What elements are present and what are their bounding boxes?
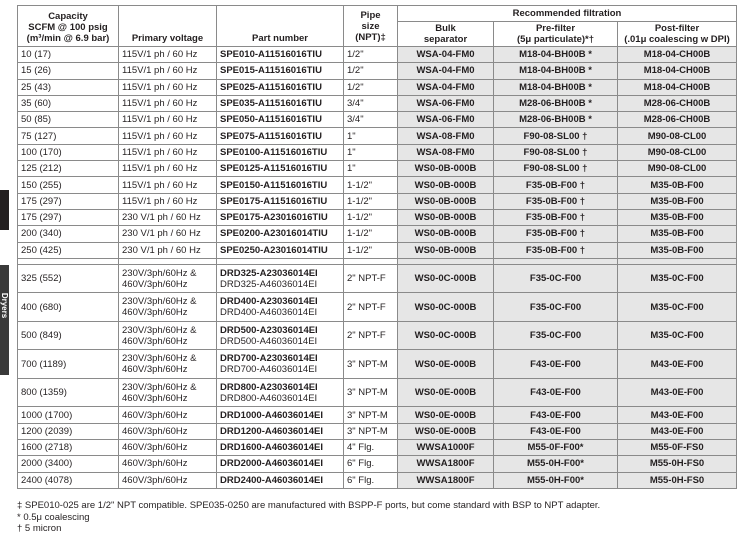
table-cell: 3" NPT-M	[344, 423, 398, 439]
table-row	[18, 112, 737, 128]
table-cell: M43-0E-F00	[618, 407, 737, 423]
table-cell: 1000 (1700)	[18, 407, 119, 423]
table-cell: M18-04-CH00B	[618, 79, 737, 95]
table-cell: 400 (680)	[18, 293, 119, 322]
header-bulk-separator: Bulk separator	[398, 22, 494, 47]
table-cell: SPE035-A11516016TIU	[217, 95, 344, 111]
table-cell: SPE0100-A11516016TIU	[217, 144, 344, 160]
table-row	[18, 193, 737, 209]
table-cell: F90-08-SL00 †	[494, 144, 618, 160]
table-cell: 700 (1189)	[18, 350, 119, 379]
table-cell: DRD2000-A46036014EI	[217, 456, 344, 472]
table-cell: 460V/3ph/60Hz	[119, 472, 217, 488]
table-cell: 460V/3ph/60Hz	[119, 423, 217, 439]
table-row	[18, 79, 737, 95]
cell-line: 230V/3ph/60Hz &	[122, 267, 197, 279]
table-cell: M18-04-BH00B *	[494, 79, 618, 95]
table-cell: M35-0B-F00	[618, 193, 737, 209]
header-row-group	[18, 6, 737, 22]
table-cell: 1-1/2"	[344, 193, 398, 209]
table-cell: DRD2400-A46036014EI	[217, 472, 344, 488]
table-cell: 800 (1359)	[18, 378, 119, 407]
cell-line: DRD325-A23036014EI	[220, 267, 318, 279]
table-cell: WS0-0B-000B	[398, 226, 494, 242]
cell-line: DRD700-A46036014EI	[220, 364, 318, 376]
table-cell: F35-0B-F00 †	[494, 242, 618, 258]
cell-line: DRD325-A46036014EI	[220, 278, 318, 290]
table-cell: M35-0C-F00	[618, 321, 737, 350]
table-row	[18, 378, 737, 407]
table-cell	[217, 293, 344, 322]
header-pipe-size: Pipe size (NPT)‡	[344, 6, 398, 47]
table-cell: 75 (127)	[18, 128, 119, 144]
table-cell	[119, 293, 217, 322]
table-cell: WSA-06-FM0	[398, 95, 494, 111]
table-cell: 2" NPT-F	[344, 264, 398, 293]
table-cell	[119, 350, 217, 379]
table-cell	[217, 350, 344, 379]
table-cell: 115V/1 ph / 60 Hz	[119, 95, 217, 111]
table-cell: M35-0B-F00	[618, 177, 737, 193]
table-cell: F35-0B-F00 †	[494, 226, 618, 242]
table-body	[18, 47, 737, 489]
table-cell: M18-04-CH00B	[618, 47, 737, 63]
table-cell	[217, 264, 344, 293]
table-cell: 1"	[344, 161, 398, 177]
table-cell: M55-0H-FS0	[618, 456, 737, 472]
table-cell: 10 (17)	[18, 47, 119, 63]
cell-line: 460V/3ph/60Hz	[122, 392, 188, 404]
table-cell: F35-0C-F00	[494, 293, 618, 322]
table-cell: M43-0E-F00	[618, 350, 737, 379]
table-cell: M55-0F-F00*	[494, 439, 618, 455]
table-cell: 115V/1 ph / 60 Hz	[119, 79, 217, 95]
table-cell: 2" NPT-F	[344, 293, 398, 322]
table-cell: M35-0B-F00	[618, 209, 737, 225]
table-cell: M90-08-CL00	[618, 144, 737, 160]
table-cell	[119, 378, 217, 407]
table-row	[18, 95, 737, 111]
table-cell: WSA-08-FM0	[398, 144, 494, 160]
cell-line: DRD700-A23036014EI	[220, 353, 318, 365]
table-cell: 250 (425)	[18, 242, 119, 258]
table-row	[18, 439, 737, 455]
table-cell: 3/4"	[344, 95, 398, 111]
section-tab-marker	[0, 190, 9, 230]
table-cell: WWSA1000F	[398, 439, 494, 455]
table-cell: SPE015-A11516016TIU	[217, 63, 344, 79]
cell-line: DRD500-A46036014EI	[220, 335, 318, 347]
table-cell: 50 (85)	[18, 112, 119, 128]
table-cell: 1-1/2"	[344, 209, 398, 225]
table-cell: 460V/3ph/60Hz	[119, 439, 217, 455]
header-voltage: Primary voltage	[119, 6, 217, 47]
table-cell: 230 V/1 ph / 60 Hz	[119, 209, 217, 225]
table-cell: M18-04-CH00B	[618, 63, 737, 79]
table-cell: SPE0175-A11516016TIU	[217, 193, 344, 209]
footnote-coalescing: * 0.5μ coalescing	[17, 511, 90, 523]
table-cell: 3" NPT-M	[344, 350, 398, 379]
table-row	[18, 321, 737, 350]
table-cell: F35-0B-F00 †	[494, 209, 618, 225]
footnotes	[17, 500, 737, 535]
table-row	[18, 264, 737, 293]
table-cell: WS0-0E-000B	[398, 378, 494, 407]
table-cell: 150 (255)	[18, 177, 119, 193]
table-cell: 15 (26)	[18, 63, 119, 79]
table-cell: F90-08-SL00 †	[494, 161, 618, 177]
table-cell: 115V/1 ph / 60 Hz	[119, 112, 217, 128]
table-cell: 175 (297)	[18, 209, 119, 225]
table-cell: SPE0250-A23016014TIU	[217, 242, 344, 258]
table-cell: 230 V/1 ph / 60 Hz	[119, 242, 217, 258]
table-cell: WSA-04-FM0	[398, 47, 494, 63]
table-cell: WS0-0E-000B	[398, 407, 494, 423]
table-cell: 3/4"	[344, 112, 398, 128]
table-cell: 1-1/2"	[344, 226, 398, 242]
table-cell: WS0-0B-000B	[398, 242, 494, 258]
table-cell: F90-08-SL00 †	[494, 128, 618, 144]
table-cell: WS0-0E-000B	[398, 423, 494, 439]
table-row	[18, 472, 737, 488]
table-cell: 115V/1 ph / 60 Hz	[119, 177, 217, 193]
table-cell: SPE010-A11516016TIU	[217, 47, 344, 63]
table-cell	[119, 264, 217, 293]
table-cell	[119, 321, 217, 350]
table-cell: F35-0B-F00 †	[494, 177, 618, 193]
table-cell: 1200 (2039)	[18, 423, 119, 439]
table-cell: M90-08-CL00	[618, 161, 737, 177]
table-cell: 115V/1 ph / 60 Hz	[119, 128, 217, 144]
table-cell: WS0-0B-000B	[398, 161, 494, 177]
footnote-pipe: ‡ SPE010-025 are 1/2" NPT compatible. SPE035-0250 are manufactured with BSPP-F ports, but come standard with BSP to NPT adapter.	[17, 500, 601, 511]
cell-line: 230V/3ph/60Hz &	[122, 353, 197, 365]
table-cell: M43-0E-F00	[618, 378, 737, 407]
table-cell: M55-0H-F00*	[494, 472, 618, 488]
table-cell: WS0-0C-000B	[398, 264, 494, 293]
cell-line: DRD400-A46036014EI	[220, 307, 318, 319]
table-cell: 115V/1 ph / 60 Hz	[119, 161, 217, 177]
table-row	[18, 128, 737, 144]
section-tab-dryers	[0, 265, 9, 375]
table-row	[18, 242, 737, 258]
table-cell: F43-0E-F00	[494, 378, 618, 407]
table-cell: 1-1/2"	[344, 242, 398, 258]
table-row	[18, 177, 737, 193]
table-cell: M18-04-BH00B *	[494, 47, 618, 63]
dryer-spec-table	[17, 5, 737, 489]
table-cell: SPE025-A11516016TIU	[217, 79, 344, 95]
table-cell: 1/2"	[344, 79, 398, 95]
table-cell: WS0-0B-000B	[398, 209, 494, 225]
table-cell: 200 (340)	[18, 226, 119, 242]
table-cell: 100 (170)	[18, 144, 119, 160]
table-cell: WWSA1800F	[398, 472, 494, 488]
table-row	[18, 209, 737, 225]
table-cell: 2" NPT-F	[344, 321, 398, 350]
table-cell: 6" Flg.	[344, 472, 398, 488]
table-cell: 25 (43)	[18, 79, 119, 95]
table-cell: M28-06-CH00B	[618, 112, 737, 128]
table-cell: F43-0E-F00	[494, 350, 618, 379]
cell-line: DRD800-A46036014EI	[220, 392, 318, 404]
table-cell: 1"	[344, 128, 398, 144]
table-cell: F35-0C-F00	[494, 264, 618, 293]
table-cell: 115V/1 ph / 60 Hz	[119, 47, 217, 63]
header-post-filter: Post-filter (.01μ coalescing w DPI)	[618, 22, 737, 47]
table-cell: F35-0C-F00	[494, 321, 618, 350]
table-row	[18, 47, 737, 63]
cell-line: 460V/3ph/60Hz	[122, 364, 188, 376]
table-cell: M28-06-BH00B *	[494, 112, 618, 128]
header-recommended-filtration: Recommended filtration	[398, 6, 737, 22]
table-row	[18, 423, 737, 439]
table-cell: M55-0F-FS0	[618, 439, 737, 455]
table-cell: 500 (849)	[18, 321, 119, 350]
header-part-number: Part number	[217, 6, 344, 47]
table-cell	[217, 378, 344, 407]
table-cell: 115V/1 ph / 60 Hz	[119, 63, 217, 79]
table-cell: 6" Flg.	[344, 456, 398, 472]
table-cell: SPE0175-A23016016TIU	[217, 209, 344, 225]
table-row	[18, 456, 737, 472]
section-tab-label: Dryers	[0, 292, 10, 319]
table-row	[18, 407, 737, 423]
table-cell	[217, 321, 344, 350]
table-cell: 125 (212)	[18, 161, 119, 177]
table-cell: WSA-08-FM0	[398, 128, 494, 144]
cell-line: DRD500-A23036014EI	[220, 324, 318, 336]
cell-line: DRD400-A23036014EI	[220, 296, 318, 308]
table-cell: SPE0200-A23016014TIU	[217, 226, 344, 242]
table-cell: DRD1000-A46036014EI	[217, 407, 344, 423]
table-cell: 1-1/2"	[344, 177, 398, 193]
footnote-micron: † 5 micron	[17, 523, 62, 534]
table-row	[18, 144, 737, 160]
table-cell: WS0-0B-000B	[398, 177, 494, 193]
table-cell: 1"	[344, 144, 398, 160]
table-cell: M35-0B-F00	[618, 226, 737, 242]
table-row	[18, 293, 737, 322]
table-row	[18, 350, 737, 379]
table-cell: M43-0E-F00	[618, 423, 737, 439]
cell-line: 460V/3ph/60Hz	[122, 307, 188, 319]
cell-line: 230V/3ph/60Hz &	[122, 324, 197, 336]
table-cell: DRD1200-A46036014EI	[217, 423, 344, 439]
table-cell: WS0-0C-000B	[398, 293, 494, 322]
table-cell: DRD1600-A46036014EI	[217, 439, 344, 455]
table-cell: WSA-04-FM0	[398, 79, 494, 95]
table-cell: WS0-0E-000B	[398, 350, 494, 379]
header-capacity: Capacity SCFM @ 100 psig (m³/min @ 6.9 bar)	[18, 6, 119, 47]
table-cell: 460V/3ph/60Hz	[119, 456, 217, 472]
table-cell: WS0-0B-000B	[398, 193, 494, 209]
table-cell: WSA-06-FM0	[398, 112, 494, 128]
table-row	[18, 63, 737, 79]
table-cell: M90-08-CL00	[618, 128, 737, 144]
table-cell: WSA-04-FM0	[398, 63, 494, 79]
table-cell: M28-06-BH00B *	[494, 95, 618, 111]
table-cell: 1/2"	[344, 47, 398, 63]
table-cell: M35-0C-F00	[618, 264, 737, 293]
table-cell: F35-0B-F00 †	[494, 193, 618, 209]
table-cell: 35 (60)	[18, 95, 119, 111]
table-cell: 4" Flg.	[344, 439, 398, 455]
table-cell: 1600 (2718)	[18, 439, 119, 455]
table-cell: WWSA1800F	[398, 456, 494, 472]
table-cell: 115V/1 ph / 60 Hz	[119, 144, 217, 160]
table-cell: 2400 (4078)	[18, 472, 119, 488]
cell-line: 460V/3ph/60Hz	[122, 335, 188, 347]
table-cell: 1/2"	[344, 63, 398, 79]
table-cell: 175 (297)	[18, 193, 119, 209]
table-cell: WS0-0C-000B	[398, 321, 494, 350]
table-cell: M18-04-BH00B *	[494, 63, 618, 79]
cell-line: DRD800-A23036014EI	[220, 381, 318, 393]
table-cell: SPE075-A11516016TIU	[217, 128, 344, 144]
table-cell: M35-0B-F00	[618, 242, 737, 258]
cell-line: 230V/3ph/60Hz &	[122, 296, 197, 308]
table-cell: SPE050-A11516016TIU	[217, 112, 344, 128]
table-cell: 460V/3ph/60Hz	[119, 407, 217, 423]
table-cell: F43-0E-F00	[494, 423, 618, 439]
table-cell: 3" NPT-M	[344, 378, 398, 407]
cell-line: 460V/3ph/60Hz	[122, 278, 188, 290]
table-cell: 325 (552)	[18, 264, 119, 293]
table-cell: F43-0E-F00	[494, 407, 618, 423]
table-row	[18, 226, 737, 242]
table-cell: M28-06-CH00B	[618, 95, 737, 111]
table-cell: SPE0125-A11516016TIU	[217, 161, 344, 177]
table-cell: M35-0C-F00	[618, 293, 737, 322]
cell-line: 230V/3ph/60Hz &	[122, 381, 197, 393]
header-pre-filter: Pre-filter (5μ particulate)*†	[494, 22, 618, 47]
table-cell: SPE0150-A11516016TIU	[217, 177, 344, 193]
table-cell: 115V/1 ph / 60 Hz	[119, 193, 217, 209]
table-cell: M55-0H-F00*	[494, 456, 618, 472]
table-cell: 3" NPT-M	[344, 407, 398, 423]
table-cell: M55-0H-FS0	[618, 472, 737, 488]
table-cell: 230 V/1 ph / 60 Hz	[119, 226, 217, 242]
table-cell: 2000 (3400)	[18, 456, 119, 472]
table-row	[18, 161, 737, 177]
